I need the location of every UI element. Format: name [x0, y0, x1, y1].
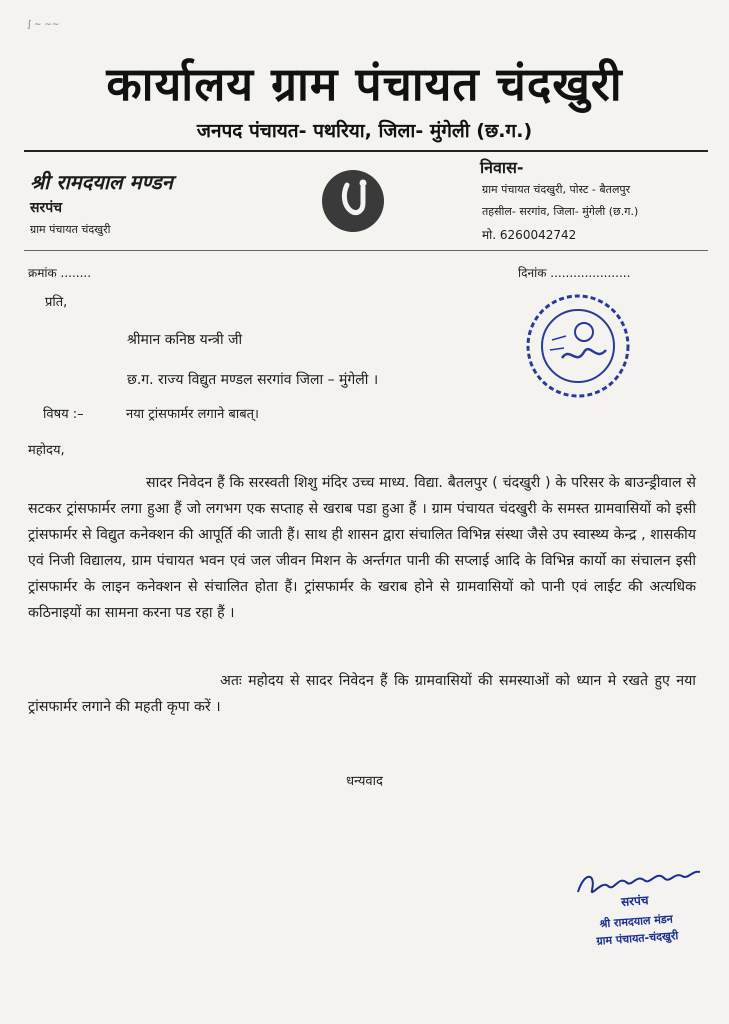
addressee: श्रीमान कनिष्ठ यन्त्री जी — [127, 332, 243, 348]
residence-line2: तहसील- सरगांव, जिला- मुंगेली (छ.ग.) — [482, 205, 639, 218]
seal-name: श्री रामदयाल मंडन — [599, 912, 674, 931]
closing-thanks: धन्यवाद — [346, 774, 383, 789]
addressee-office: छ.ग. राज्य विद्युत मण्डल सरगांव जिला – मुंगेली । — [127, 372, 379, 388]
letterhead-title: कार्यालय ग्राम पंचायत चंदखुरी — [106, 57, 623, 111]
sender-name: श्री रामदयाल मण्डन — [30, 170, 173, 194]
subject-text: नया ट्रांसफार्मर लगाने बाबत्। — [126, 407, 259, 422]
residence-phone: मो. 6260042742 — [482, 228, 577, 242]
received-stamp — [522, 290, 634, 402]
reference-number: क्रमांक ........ — [28, 266, 92, 280]
subject-label: विषय :– — [43, 407, 84, 422]
header-bottom-divider — [24, 250, 708, 251]
residence-heading: निवास- — [480, 158, 524, 177]
body-paragraph-1: सादर निवेदन हैं कि सरस्वती शिशु मंदिर उच्च माध्य. विद्या. बैतलपुर ( चंदखुरी ) के परिसर के बाउन्ड्रीवाल से सटकर ट्रांसफार्मर लगा हुआ हैं जो लगभग एक सप्ताह से खराब पडा हुआ हैं । ग्राम पंचायत चंदखुरी के समस्त ग्रामवासियों को इसी ट्रांसफार्मर से विद्युत कनेक्शन की आपूर्ति की जाती हैं। साथ ही शासन द्वारा संचालित विभिन्न संस्था जैसे उप स्वास्थ्य केन्द्र , शासकीय एवं निजी विद्यालय, ग्राम पंचायत भवन एवं जल जीवन मिशन के अर्न्तगत पानी की सप्लाई आदि के विभिन्न कार्यो का संचालन इसी ट्रांसफार्मर के लाइन कनेक्शन से संचालित होता हैं। ट्रांसफार्मर के खराब होने से ग्रामवासियों को पानी एवं लाईट की अत्यधिक कठिनाइयों का सामना करना पड रहा हैं । — [28, 475, 696, 621]
seal-org: ग्राम पंचायत-चंदखुरी — [596, 929, 679, 948]
to-label: प्रति, — [45, 295, 68, 310]
body-paragraph-2: अतः महोदय से सादर निवेदन हैं कि ग्रामवासियों की समस्याओं को ध्यान मे रखते हुए नया ट्रांसफार्मर लगाने की महती कृपा करें । — [28, 673, 696, 715]
panchayat-logo-icon — [322, 170, 384, 232]
salutation: महोदय, — [28, 443, 65, 458]
corner-scribble: ʃ ~ ~~ — [28, 20, 60, 30]
letterhead-subtitle: जनपद पंचायत- पथरिया, जिला- मुंगेली (छ.ग.) — [196, 120, 533, 142]
residence-line1: ग्राम पंचायत चंदखुरी, पोस्ट - बैतलपुर — [482, 183, 631, 196]
seal-role: सरपंच — [620, 893, 649, 909]
date-label: दिनांक ..................... — [518, 266, 631, 280]
sender-role: सरपंच — [30, 200, 63, 216]
header-divider — [24, 150, 708, 152]
sender-org: ग्राम पंचायत चंदखुरी — [30, 223, 111, 236]
sarpanch-seal — [578, 888, 693, 950]
